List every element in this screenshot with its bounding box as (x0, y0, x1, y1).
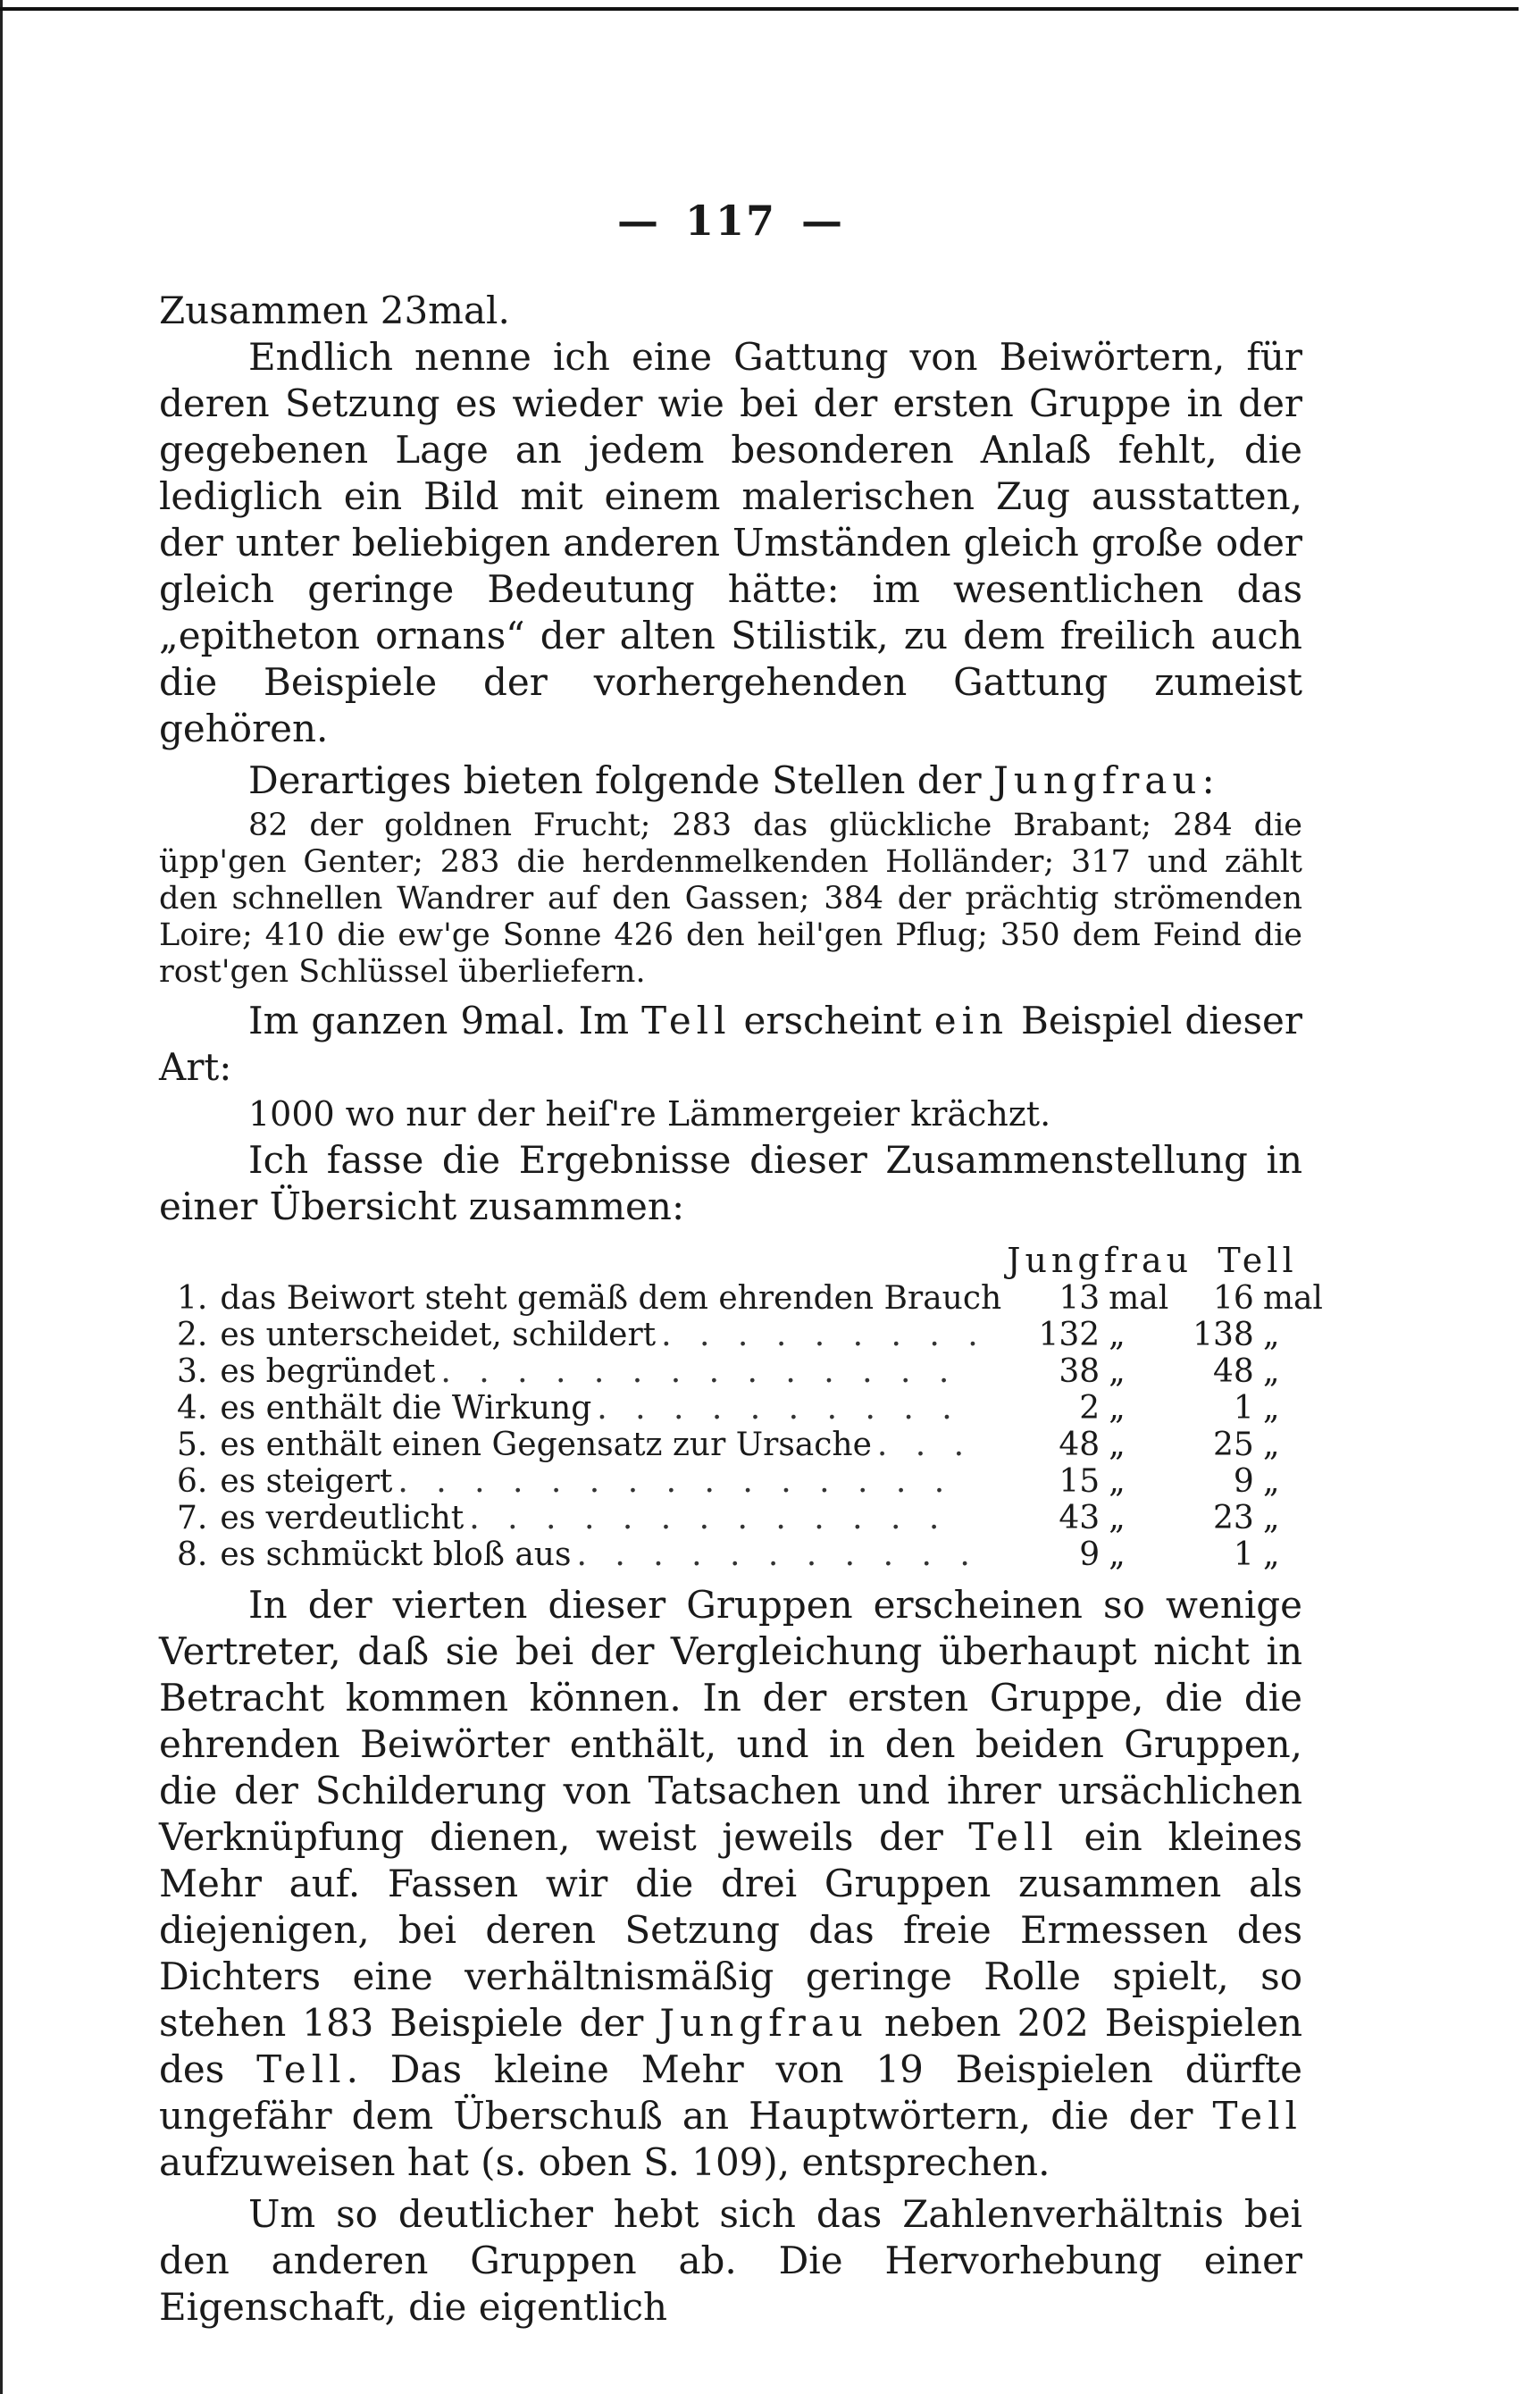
table-header-row (177, 1235, 1323, 1280)
table-row: 4. es enthält die Wirkung . . . . . . . . . . 2 „ 1 „ (177, 1390, 1280, 1427)
page-number-value: 117 (684, 197, 777, 245)
paragraph-derartiges: Derartiges bieten folgende Stellen der Jungfrau: (248, 758, 1215, 802)
paragraph-vierte-gruppe: In der vierten dieser Gruppen erscheinen so wenige Vertreter, daß sie bei der Vergleichung überhaupt nicht in Betracht kommen können. In der ersten Gruppe, die die ehrenden Beiwörter enthält, und in den beiden Gruppen, die der Schilderung von Tatsachen und ihrer ursächlichen Verknüpfung dienen, weist jeweils der Tell ein kleines Mehr auf. Fassen wir die drei Gruppen zusammen als diejenigen, bei deren Setzung das freie Ermessen des Dichters eine verhältnismäßig geringe Rolle spielt, so stehen 183 Beispiele der Jungfrau neben 202 Beispielen des Tell. Das kleine Mehr von 19 Beispielen dürfte ungefähr dem Überschuß an Hauptwörtern, die der Tell aufzuweisen hat (s. oben S. 109), entsprechen. (159, 1583, 1303, 2184)
page-top-rule (0, 7, 1519, 11)
paragraph-zahlenverhaeltnis: Um so deutlicher hebt sich das Zahlenverhältnis bei den anderen Gruppen ab. Die Hervorhebung einer Eigenschaft, die eigentlich (159, 2192, 1302, 2329)
quote-example-tell: 1000 wo nur der heiſ're Lämmergeier krächzt. (248, 1094, 1051, 1134)
column-header-tell: Tell (1218, 1241, 1298, 1280)
page-number: — 117 — (616, 197, 845, 245)
table-row: 8. es schmückt bloß aus . . . . . . . . . . . 9 „ 1 „ (177, 1536, 1280, 1573)
summary-table (177, 1235, 1323, 1573)
table-row: 1. das Beiwort steht gemäß dem ehrenden Brauch 13 mal 16 mal (177, 1280, 1323, 1317)
quote-examples-jungfrau: 82 der goldnen Frucht; 283 das glückliche Brabant; 284 die üpp'gen Genter; 283 die herdenmelkenden Holländer; 317 und zählt den schnellen Wandrer auf den Gassen; 384 der prächtig strömenden Loire; 410 die ew'ge Sonne 426 den heil'gen Pflug; 350 dem Feind die rost'gen Schlüssel überliefern. (159, 808, 1302, 990)
title-jungfrau: Jungfrau (992, 758, 1202, 802)
table-row: 3. es begründet . . . . . . . . . . . . . . 38 „ 48 „ (177, 1353, 1280, 1390)
paragraph-epitheton: Endlich nenne ich eine Gattung von Beiwörtern, für deren Setzung es wieder wie bei der ersten Gruppe in der gegebenen Lage an jedem besonderen Anlaß fehlt, die lediglich ein Bild mit einem malerischen Zug ausstatten, der unter beliebigen anderen Umständen gleich große oder gleich geringe Bedeutung hätte: im wesentlichen das „epitheton ornans“ der alten Stilistik, zu dem freilich auch die Beispiele der vorhergehenden Gattung zumeist gehören. (159, 335, 1302, 750)
table-row: 6. es steigert . . . . . . . . . . . . . . . 15 „ 9 „ (177, 1463, 1280, 1500)
paragraph-uebersicht: Ich fasse die Ergebnisse dieser Zusammenstellung in einer Übersicht zusammen: (159, 1138, 1302, 1228)
paragraph-zusammen: Zusammen 23mal. (159, 289, 510, 332)
table-row: 2. es unterscheidet, schildert . . . . . . . . . 132 „ 138 „ (177, 1317, 1280, 1353)
table-row: 5. es enthält einen Gegensatz zur Ursache . . . 48 „ 25 „ (177, 1427, 1280, 1463)
page-left-edge (0, 0, 3, 2394)
book-page (159, 197, 1323, 2331)
paragraph-im-ganzen: Im ganzen 9mal. Im Tell erscheint ein Beispiel dieser Art: (159, 999, 1302, 1089)
table-row: 7. es verdeutlicht . . . . . . . . . . . . . 43 „ 23 „ (177, 1500, 1280, 1536)
column-header-jungfrau: Jungfrau (1007, 1241, 1193, 1280)
title-tell: Tell (641, 999, 732, 1042)
